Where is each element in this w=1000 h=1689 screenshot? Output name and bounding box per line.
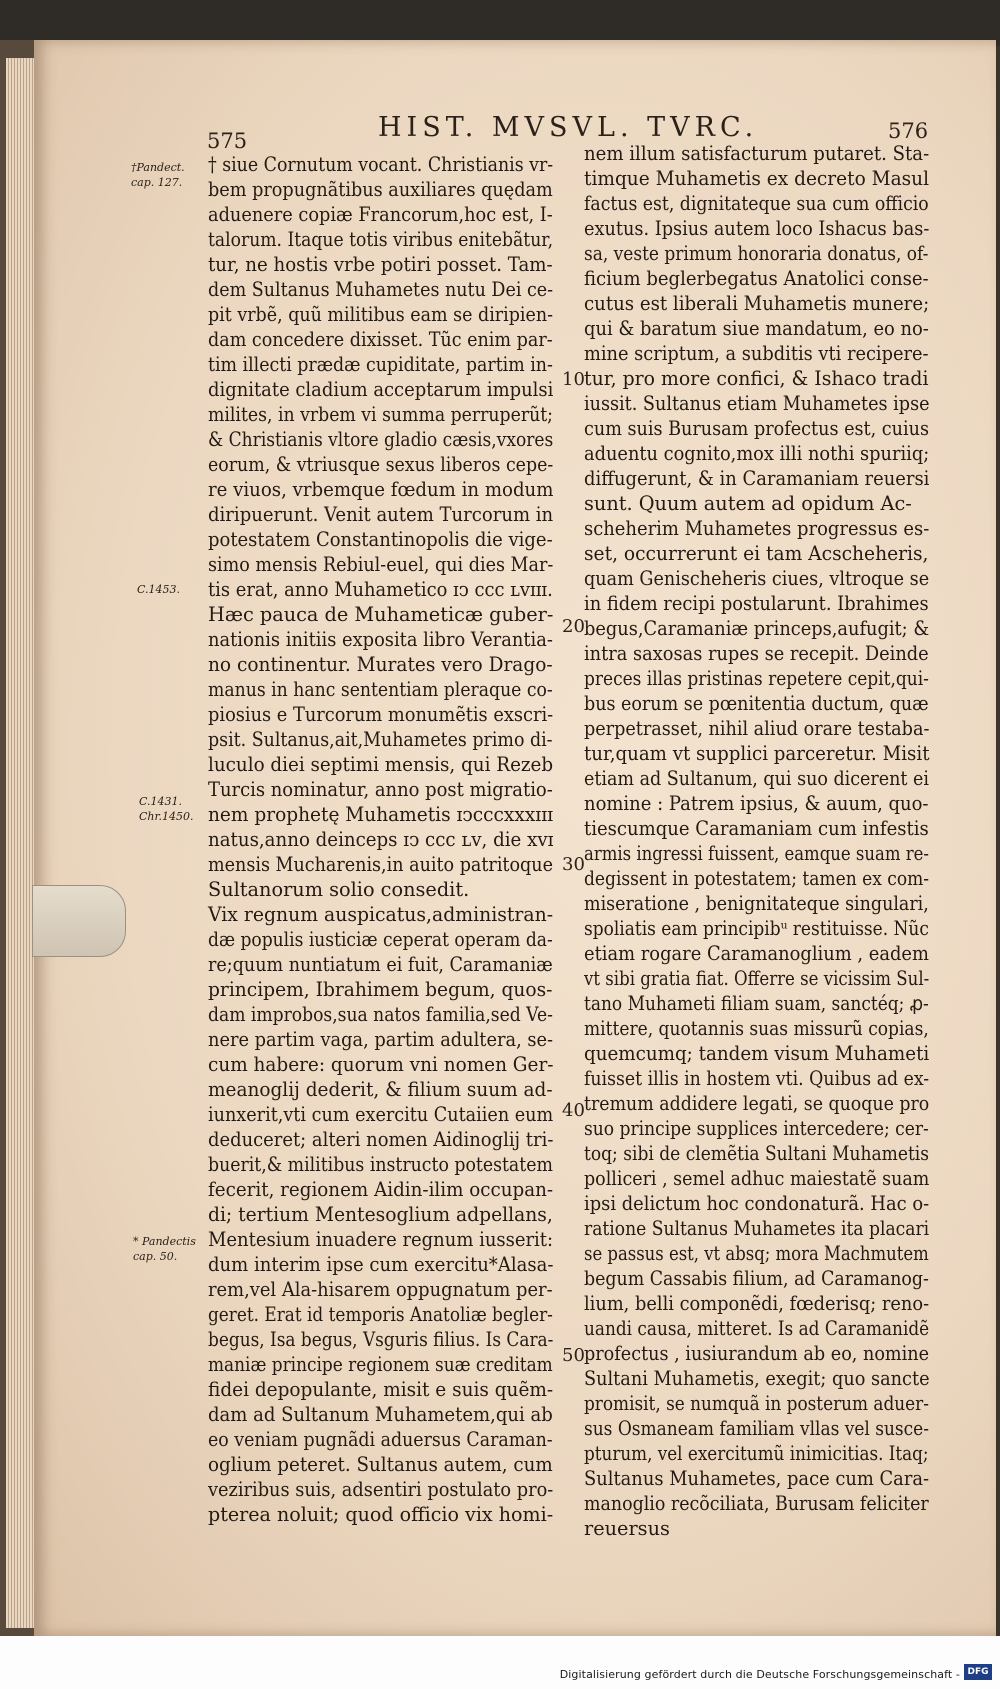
text-line: eorum, & vtriusque sexus liberos cepe-: [208, 453, 554, 476]
text-line: tur, pro more confici, & Ishaco tradi: [584, 367, 929, 390]
text-line: tremum addidere legati, se quoque pro: [584, 1092, 930, 1115]
text-line: cutus est liberali Muhametis munere;: [584, 292, 930, 315]
text-line: Hæc pauca de Muhameticæ guber-: [208, 603, 554, 626]
text-line: manus in hanc sententiam pleraque co-: [208, 678, 553, 701]
text-line: manoglio recõciliata, Burusam feliciter: [584, 1492, 929, 1515]
text-line: simo mensis Rebiul-euel, qui dies Mar-: [208, 553, 554, 576]
text-line: toq; sibi de clemẽtia Sultani Muhametis: [584, 1142, 930, 1165]
viewer-footer: [0, 1636, 1000, 1689]
text-line: talorum. Itaque totis viribus enitebãtur,: [208, 228, 554, 251]
text-line: sus Osmaneam familiam vllas vel susce-: [584, 1417, 929, 1440]
running-head: HIST. MVSVL. TVRC.: [378, 112, 759, 143]
text-line: Vix regnum auspicatus,administran-: [208, 903, 554, 926]
text-line: ficium beglerbegatus Anatolici conse-: [584, 267, 929, 290]
text-line: diffugerunt, & in Caramaniam reuersi: [584, 467, 930, 490]
text-line: vt sibi gratia fiat. Offerre se vicissim Sul-: [584, 967, 930, 990]
line-number-30: 30: [562, 854, 585, 875]
text-line: dignitate cladium acceptarum impulsi: [208, 378, 554, 401]
text-line: fecerit, regionem Aidin-ilim occupan-: [208, 1178, 554, 1201]
text-line: luculo diei septimi mensis, qui Rezeb: [208, 753, 554, 776]
text-line: oglium peteret. Sultanus autem, cum: [208, 1453, 553, 1476]
margin-note-line: Chr.1450.: [139, 810, 194, 823]
text-line: reuersus: [584, 1517, 670, 1540]
text-line: scheherim Muhametes progressus es-: [584, 517, 930, 540]
text-line: Turcis nominatur, anno post migratio-: [208, 778, 553, 801]
line-number-40: 40: [562, 1100, 585, 1121]
text-line: di; tertium Mentesoglium adpellans,: [208, 1203, 553, 1226]
text-line: pturum, vel exercitumũ inimicitias. Itaq;: [584, 1442, 929, 1465]
text-line: timque Muhametis ex decreto Masul: [584, 167, 930, 190]
text-line: begum Cassabis filium, ad Caramanog-: [584, 1267, 929, 1290]
text-line: potestatem Constantinopolis die vige-: [208, 528, 553, 551]
text-line: dam concedere dixisset. Tũc enim par-: [208, 328, 553, 351]
text-column-left: [208, 152, 602, 1527]
text-line: sunt. Quum autem ad opidum Ac-: [584, 492, 912, 515]
text-line: degissent in potestatem; tamen ex com-: [584, 867, 930, 890]
text-line: psit. Sultanus,ait,Muhametes primo di-: [208, 728, 553, 751]
text-line: spoliatis eam principibᵘ restituisse. Nũc: [584, 917, 929, 940]
text-line: meanoglij dederit, & filium suum ad-: [208, 1078, 553, 1101]
text-line: quam Genischeheris ciues, vltroque se: [584, 567, 930, 590]
text-line: veziribus suis, adsentiri postulato pro-: [208, 1478, 554, 1501]
text-line: Mentesium inuadere regnum iusserit:: [208, 1228, 554, 1251]
text-line: sa, veste primum honoraria donatus, of-: [584, 242, 929, 265]
text-line: Sultanus Muhametes, pace cum Cara-: [584, 1467, 930, 1490]
margin-note-line: * Pandectis: [133, 1235, 196, 1248]
text-line: armis ingressi fuissent, eamque suam re-: [584, 842, 929, 865]
margin-note-pandect-127: [131, 160, 185, 190]
text-line: tis erat, anno Muhametico ɪↄ ccc ʟᴠɪɪɪ.: [208, 578, 553, 601]
text-line: aduentu cognito,mox illi nothi spuriiq;: [584, 442, 930, 465]
text-line: deduceret; alteri nomen Aidinoglij tri-: [208, 1128, 554, 1151]
text-line: ipsi delictum hoc condonaturã. Hac o-: [584, 1192, 930, 1215]
margin-note-line: †Pandect.: [131, 161, 185, 174]
text-line: Sultanorum solio consedit.: [208, 878, 470, 901]
text-line: dum interim ipse cum exercitu*Alasa-: [208, 1253, 554, 1276]
text-line: geret. Erat id temporis Anatoliæ begler-: [208, 1303, 553, 1326]
text-line: tim illecti prædæ cupiditate, partim in-: [208, 353, 553, 376]
margin-note-line: C.1431.: [139, 795, 183, 808]
margin-note-line: C.1453.: [137, 583, 181, 596]
line-number-50: 50: [562, 1345, 585, 1366]
text-line: fidei depopulante, misit e suis quẽm-: [208, 1378, 554, 1401]
text-line: lium, belli componẽdi, fœderisq; reno-: [584, 1292, 930, 1315]
text-line: bem propugnãtibus auxiliares quędam: [208, 178, 553, 201]
text-line: milites, in vrbem vi summa perruperũt;: [208, 403, 553, 426]
text-line: etiam rogare Caramanoglium , eadem: [584, 942, 929, 965]
digitization-credit: Digitalisierung gefördert durch die Deutsche Forschungsgemeinschaft -: [559, 1668, 960, 1681]
bookmark-ribbon: [32, 885, 126, 957]
dfg-logo: DFG: [964, 1664, 992, 1680]
text-line: re;quum nuntiatum ei fuit, Caramaniæ: [208, 953, 553, 976]
line-number-10: 10: [562, 369, 585, 390]
text-line: promisit, se numquã in posterum aduer-: [584, 1392, 929, 1415]
text-line: dem Sultanus Muhametes nutu Dei ce-: [208, 278, 554, 301]
text-line: dam improbos,sua natos familia,sed Ve-: [208, 1003, 553, 1026]
text-line: profectus , iusiurandum ab eo, nomine: [584, 1342, 930, 1365]
text-line: se passus est, vt absq; mora Machmutem: [584, 1242, 929, 1265]
text-line: eo veniam pugnãdi aduersus Caraman-: [208, 1428, 553, 1451]
text-line: set, occurrerunt ei tam Acscheheris,: [584, 542, 929, 565]
text-line: polliceri , semel adhuc maiestatẽ suam: [584, 1167, 930, 1190]
text-line: iussit. Sultanus etiam Muhametes ipse: [584, 392, 930, 415]
margin-note-line: cap. 127.: [131, 176, 183, 189]
text-line: principem, Ibrahimem begum, quos-: [208, 978, 553, 1001]
text-line: cum habere: quorum vni nomen Ger-: [208, 1053, 554, 1076]
page-number-left: 575: [207, 129, 248, 153]
text-line: & Christianis vltore gladio cæsis,vxores: [208, 428, 554, 451]
margin-note-pandect-50: [133, 1234, 196, 1264]
text-line: mine scriptum, a subditis vti recipere-: [584, 342, 929, 365]
text-line: begus,Caramaniæ princeps,aufugit; &: [584, 617, 930, 640]
text-line: factus est, dignitateque sua cum officio: [584, 192, 929, 215]
text-line: in fidem recipi postularunt. Ibrahimes: [584, 592, 929, 615]
text-line: aduenere copiæ Francorum,hoc est, I-: [208, 203, 553, 226]
text-line: uandi causa, mitteret. Is ad Caramanidẽ: [584, 1317, 930, 1340]
text-line: suo principe supplices intercedere; cer-: [584, 1117, 929, 1140]
text-line: ratione Sultanus Muhametes ita placari: [584, 1217, 930, 1240]
text-line: re viuos, vrbemque fœdum in modum: [208, 478, 554, 501]
text-line: maniæ principe regionem suæ creditam: [208, 1353, 553, 1376]
text-line: rem,vel Ala-hisarem oppugnatum per-: [208, 1278, 553, 1301]
text-line: tur,quam vt supplici parceretur. Misit: [584, 742, 930, 765]
text-line: piosius e Turcorum monumẽtis exscri-: [208, 703, 554, 726]
text-line: miseratione , benignitateque singulari,: [584, 892, 929, 915]
text-line: begus, Isa begus, Vsguris filius. Is Cara-: [208, 1328, 554, 1351]
text-line: nere partim vaga, partim adultera, se-: [208, 1028, 554, 1051]
text-line: dæ populis iusticiæ ceperat operam da-: [208, 928, 553, 951]
text-line: iunxerit,vti cum exercitu Cutaiien eum: [208, 1103, 554, 1126]
text-line: perpetrasset, nihil aliud orare testaba-: [584, 717, 930, 740]
text-line: intra saxosas rupes se recepit. Deinde: [584, 642, 929, 665]
page-number-right: 576: [888, 119, 929, 143]
text-line: nem illum satisfacturum putaret. Sta-: [584, 142, 930, 165]
text-line: fuisset illis in hostem vti. Quibus ad ex-: [584, 1067, 930, 1090]
text-line: bus eorum se pœnitentia ductum, quæ: [584, 692, 929, 715]
text-line: † siue Cornutum vocant. Christianis vr-: [208, 153, 554, 176]
line-number-20: 20: [562, 616, 585, 637]
text-line: Sultani Muhametis, exegit; quo sancte: [584, 1367, 930, 1390]
text-line: exutus. Ipsius autem loco Ishacus bas-: [584, 217, 930, 240]
text-line: tiescumque Caramaniam cum infestis: [584, 817, 929, 840]
text-line: cum suis Burusam profectus est, cuius: [584, 417, 929, 440]
text-line: nem prophetę Muhametis ɪↄcccxxxɪɪɪ: [208, 803, 554, 826]
text-line: mensis Mucharenis,in auito patritoque: [208, 853, 553, 876]
text-line: mittere, quotannis suas missurũ copias,: [584, 1017, 929, 1040]
margin-note-c-1453: [137, 582, 180, 597]
text-column-right: [584, 141, 988, 1541]
text-line: tur, ne hostis vrbe potiri posset. Tam-: [208, 253, 553, 276]
text-line: dam ad Sultanum Muhametem,qui ab: [208, 1403, 553, 1426]
margin-note-c-1431: [139, 794, 194, 824]
text-line: pterea noluit; quod officio vix homi-: [208, 1503, 554, 1526]
text-line: quemcumq; tandem visum Muhameti: [584, 1042, 930, 1065]
text-line: pit vrbẽ, quũ militibus eam se diripien-: [208, 303, 554, 326]
text-line: natus,anno deinceps ɪↄ ccc ʟᴠ, die xᴠɪ: [208, 828, 554, 851]
text-line: etiam ad Sultanum, qui suo dicerent ei: [584, 767, 929, 790]
text-line: diripuerunt. Venit autem Turcorum in: [208, 503, 554, 526]
text-line: qui & baratum siue mandatum, eo no-: [584, 317, 929, 340]
text-line: preces illas pristinas repetere cepit,qui-: [584, 667, 929, 690]
margin-note-line: cap. 50.: [133, 1250, 178, 1263]
text-line: nationis initiis exposita libro Verantia-: [208, 628, 553, 651]
text-line: nomine : Patrem ipsius, & auum, quo-: [584, 792, 929, 815]
text-line: buerit,& militibus instructo potestatem: [208, 1153, 553, 1176]
text-line: tano Muhameti filiam suam, sanctéq; ꝓ-: [584, 992, 929, 1015]
text-line: no continentur. Murates vero Drago-: [208, 653, 553, 676]
